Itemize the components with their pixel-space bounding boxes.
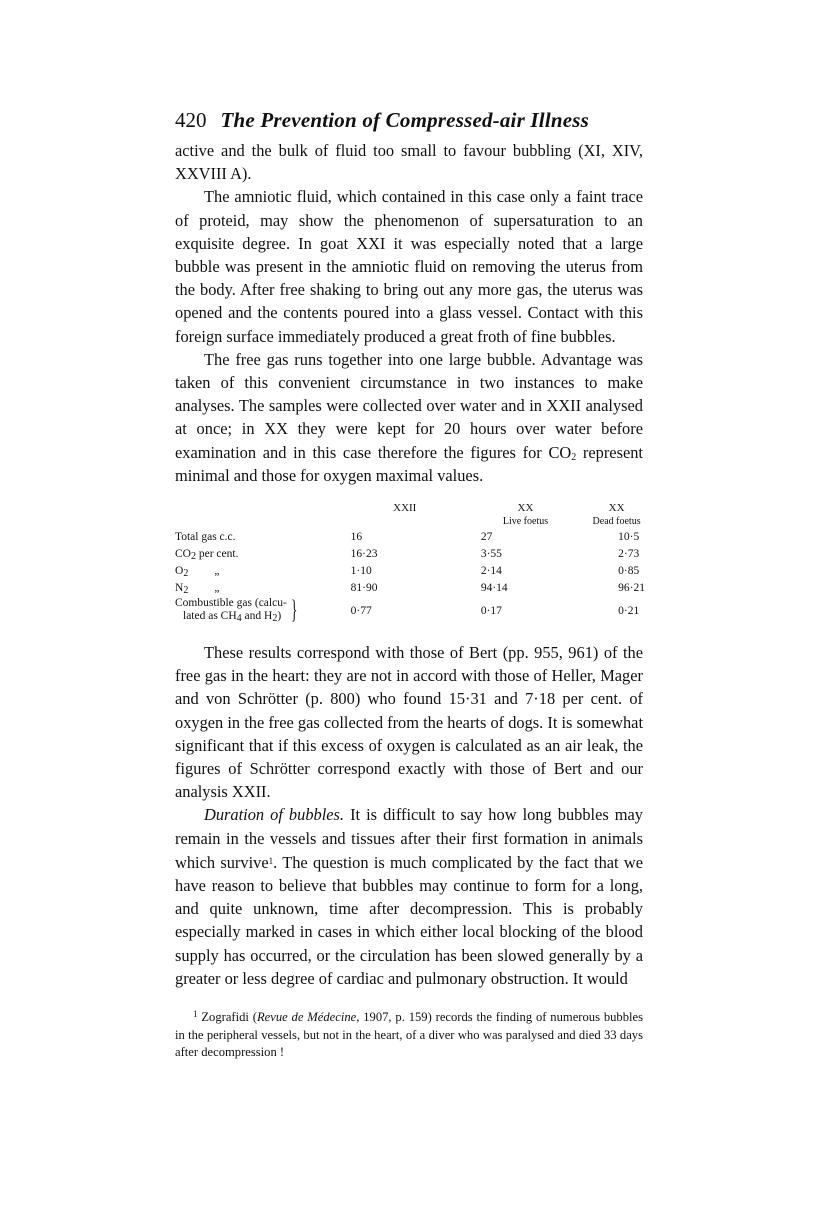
page-number: 420 [175,108,207,132]
page [175,108,643,1062]
table-cell: 0·77 [350,605,372,618]
section-heading-duration: Duration of bubbles. [204,805,345,825]
paragraph-3 [175,348,643,487]
footnote-number: 1 [193,1009,198,1020]
footnote-marker: 1 [268,855,274,866]
table-row [175,597,645,623]
table-row [175,563,645,580]
table-cell: 96·21 [618,582,645,595]
table-corner [175,501,347,529]
gas-analysis-table [175,501,645,623]
table-cell: 3·55 [480,548,502,561]
running-header [175,108,643,133]
row-label: Combustible gas (calcu- lated as $CH_4$ and $H_2$) } [175,595,298,625]
table-cell: 81·90 [350,582,378,595]
table-cell: 0·85 [618,565,640,578]
column-header-xx-live: XX Live foetus [502,502,549,528]
column-header-xx-dead: XX Dead foetus [592,502,641,528]
co2-subscript: 2 [571,451,577,463]
table-row [175,580,645,597]
table-cell: 0·17 [480,605,502,618]
table-cell: 0·21 [618,605,640,618]
brace-icon: } [290,595,298,625]
footnote: $^1$ Zografidi (Revue de Médecine, 1907, p. 159) records the finding of numerous bubbles in the peripheral vessels, but not in the heart, of a diver who was paralysed and died 33 days after decompression ! [175,1009,643,1060]
paragraph-3-text-b: represent minimal and those for oxygen maximal values. [175,442,643,485]
table-cell: 16 [350,531,363,544]
table-cell: 16·23 [350,548,378,561]
row-label: $CO_2$ per cent. [175,548,239,563]
paragraph-2: The amniotic fluid, which contained in this case only a faint trace of proteid, may show the phenomenon of supersaturation to an exquisite degree. In goat XXI it was especially noted that a large bubble was present in the amniotic fluid on removing the uterus from the body. After free shaking to bring out any more gas, the uterus was opened and the contents poured into a glass vessel. Contact with this foreign surface immediately produced a great froth of fine bubbles. [175,187,643,346]
paragraph-1: active and the bulk of fluid too small to favour bubbling (XI, XIV, XXVIII A). [175,141,643,184]
column-header-xxii: XXII [393,502,417,515]
paragraph-5: Duration of bubbles. It is difficult to say how long bubbles may remain in the vessels and tissues after their first formation in animals which survive$^1$. The question is much complicated by the fact that we have reason to believe that bubbles may continue to form for a long, and quite unknown, time after decompression. This is probably especially marked in cases in which either local blocking of the blood supply has occurred, or the circulation has been slowed generally by a greater or less degree of cardiac and pulmonary obstruction. It would [175,805,644,988]
table-row [175,546,645,563]
row-label: $N_2$ „ [175,582,220,597]
table-cell: 27 [480,531,493,544]
row-label: $O_2$ „ [175,565,220,580]
table-row [175,529,645,546]
paragraph-3-text-a: The free gas runs together into one large bubble. Advantage was taken of this convenient circumstance in two instances to make analyses. The samples were collected over water and in XXII analysed at once; in XX they were kept for 20 hours over water before examination and in this case therefore the figures for CO [175,349,643,462]
table-cell: 1·10 [350,565,372,578]
table-cell: 2·14 [480,565,502,578]
running-title: The Prevention of Compressed-air Illness [220,108,589,132]
table-cell: 10·5 [618,531,640,544]
paragraph-4: These results correspond with those of Bert (pp. 955, 961) of the free gas in the heart: they are not in accord with those of Heller, Mager and von Schrötter (p. 800) who found 15·31 and 7·18 per cent. of oxygen in the free gas collected from the hearts of dogs. It is somewhat significant that if this excess of oxygen is calculated as an air leak, the figures of Schrötter correspond exactly with those of Bert and our analysis XXII. [175,643,643,802]
row-label: Total gas c.c. [175,531,236,544]
table-cell: 94·14 [480,582,508,595]
journal-title: Revue de Médecine [256,1010,357,1025]
table-cell: 2·73 [618,548,640,561]
